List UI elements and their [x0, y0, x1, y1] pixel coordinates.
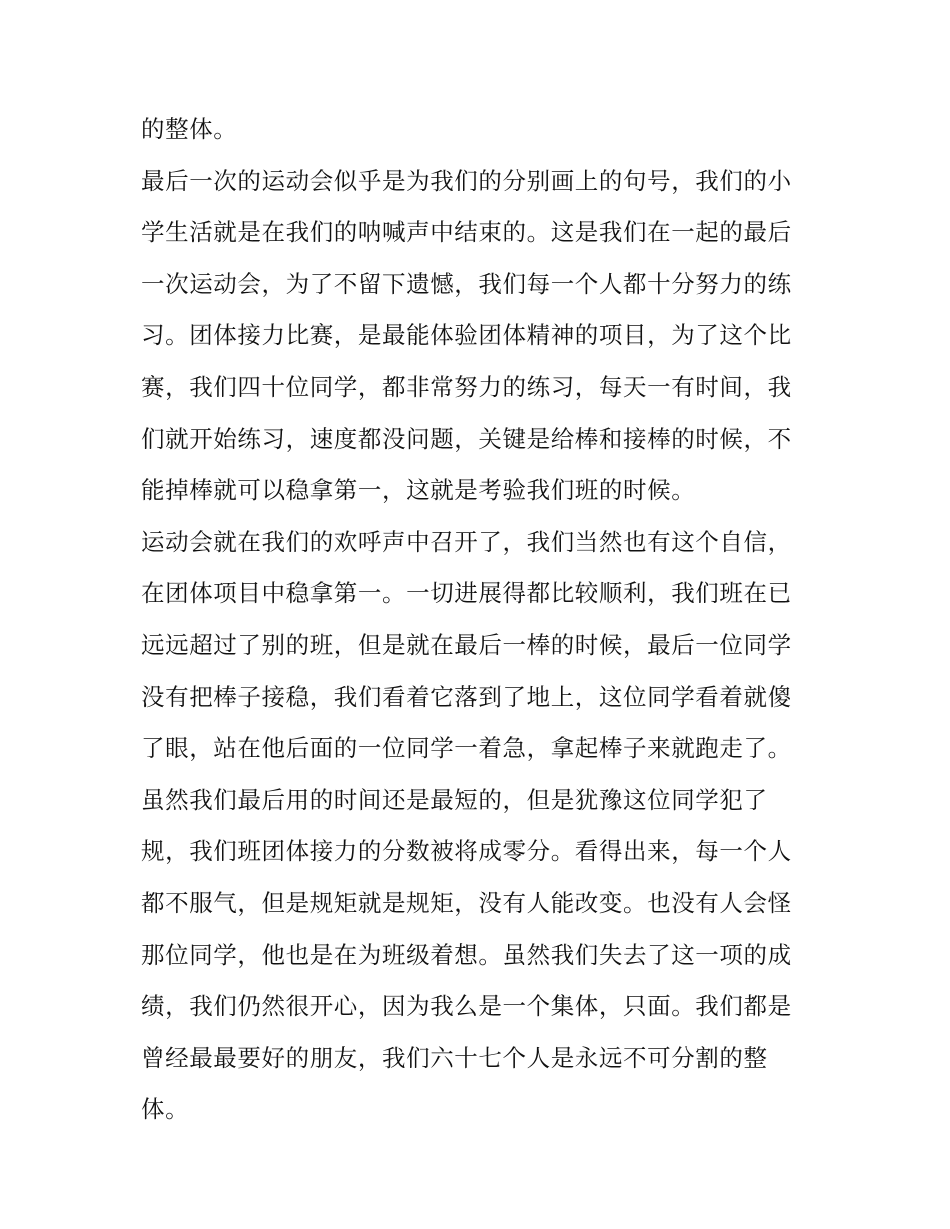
text-line: 一次运动会，为了不留下遗憾，我们每一个人都十分努力的练: [141, 269, 792, 298]
essay-body: [141, 104, 821, 1136]
text-line: 那位同学，他也是在为班级着想。虽然我们失去了这一项的成: [141, 940, 792, 969]
text-line: 绩，我们仍然很开心，因为我么是一个集体，只面。我们都是: [141, 992, 792, 1021]
text-line: 学生活就是在我们的呐喊声中结束的。这是我们在一起的最后: [141, 218, 792, 247]
text-line: 都不服气，但是规矩就是规矩，没有人能改变。也没有人会怪: [141, 888, 792, 917]
text-line: 在团体项目中稳拿第一。一切进展得都比较顺利，我们班在已: [141, 579, 792, 608]
text-line: 虽然我们最后用的时间还是最短的，但是犹豫这位同学犯了: [141, 785, 768, 814]
text-line: 了眼，站在他后面的一位同学一着急，拿起棒子来就跑走了。: [141, 734, 792, 763]
text-line: 们就开始练习，速度都没问题，关键是给棒和接棒的时候，不: [141, 424, 792, 453]
text-line: 赛，我们四十位同学，都非常努力的练习，每天一有时间，我: [141, 372, 792, 401]
text-line: 习。团体接力比赛，是最能体验团体精神的项目，为了这个比: [141, 321, 792, 350]
text-line: 曾经最最要好的朋友，我们六十七个人是永远不可分割的整: [141, 1043, 768, 1072]
text-line: 规，我们班团体接力的分数被将成零分。看得出来，每一个人: [141, 837, 792, 866]
text-line: 最后一次的运动会似乎是为我们的分别画上的句号，我们的小: [141, 166, 792, 195]
text-line: 的整体。: [141, 115, 238, 143]
text-line: 体。: [141, 1095, 190, 1124]
text-line: 能掉棒就可以稳拿第一，这就是考验我们班的时候。: [141, 476, 696, 505]
text-line: 没有把棒子接稳，我们看着它落到了地上，这位同学看着就傻: [141, 682, 792, 711]
text-line: 远远超过了别的班，但是就在最后一棒的时候，最后一位同学: [141, 630, 792, 659]
text-line: 运动会就在我们的欢呼声中召开了，我们当然也有这个自信，: [141, 527, 792, 556]
